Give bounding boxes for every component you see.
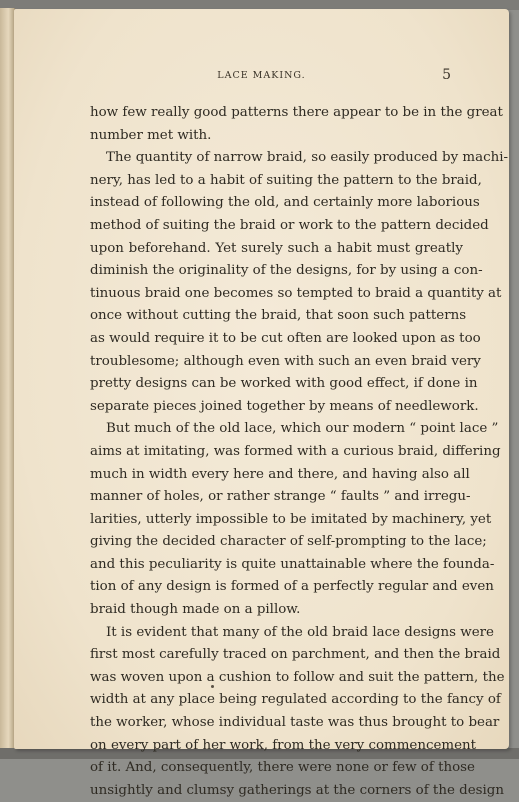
text-line: braid though made on a pillow.: [90, 602, 301, 618]
text-line: unsightly and clumsy gatherings at the corners of the design: [90, 782, 504, 798]
page-header: [14, 67, 509, 87]
text-line: separate pieces joined together by means of needlework.: [90, 398, 479, 414]
text-line: pretty designs can be worked with good effect, if done in: [90, 376, 478, 392]
book-page: [14, 9, 509, 798]
text-line: tinuous braid one becomes so tempted to braid a quantity at: [90, 285, 502, 301]
text-line: the worker, whose individual taste was thus brought to bear: [90, 715, 500, 731]
text-line: upon beforehand. Yet surely such a habit must greatly: [90, 240, 463, 256]
text-line: giving the decided character of self-prompting to the lace;: [90, 534, 487, 550]
paper-speck: [211, 685, 214, 688]
text-line: on every part of her work, from the very commencement: [90, 737, 477, 753]
text-line: once without cutting the braid, that soon such patterns: [90, 308, 467, 324]
text-line: But much of the old lace, which our modern “ point lace ”: [106, 421, 499, 437]
text-line: and this peculiarity is quite unattainable where the founda-: [90, 556, 495, 572]
text-line: was woven upon a cushion to follow and suit the pattern, the: [90, 669, 505, 685]
text-line: troublesome; although even with such an even braid very: [90, 353, 481, 369]
text-line: much in width every here and there, and having also all: [90, 466, 470, 482]
text-line: number met with.: [90, 127, 212, 143]
text-line: width at any place being regulated according to the fancy of: [90, 692, 501, 708]
text-line: aims at imitating, was formed with a curious braid, differing: [90, 443, 501, 459]
text-line: It is evident that many of the old braid lace designs were: [106, 624, 494, 640]
text-line: how few really good patterns there appear to be in the great: [90, 105, 503, 120]
text-line: diminish the originality of the designs, for by using a con-: [90, 263, 483, 279]
page-number: 5: [442, 67, 451, 83]
text-line: The quantity of narrow braid, so easily produced by machi-: [106, 150, 509, 166]
text-line: first most carefully traced on parchment, and then the braid: [90, 647, 501, 663]
body-text: [90, 102, 509, 802]
text-line: as would require it to be cut often are looked upon as too: [90, 330, 481, 346]
facing-page-edge: [0, 8, 15, 752]
text-line: of it. And, consequently, there were none or few of those: [90, 760, 475, 776]
running-head: LACE MAKING.: [217, 70, 306, 81]
text-line: nery, has led to a habit of suiting the pattern to the braid,: [90, 172, 482, 188]
text-line: method of suiting the braid or work to the pattern decided: [90, 217, 489, 233]
text-line: instead of following the old, and certainly more laborious: [90, 195, 480, 211]
text-line: larities, utterly impossible to be imitated by machinery, yet: [90, 511, 492, 527]
text-line: manner of holes, or rather strange “ faults ” and irregu-: [90, 489, 471, 505]
text-line: tion of any design is formed of a perfectly regular and even: [90, 579, 494, 595]
